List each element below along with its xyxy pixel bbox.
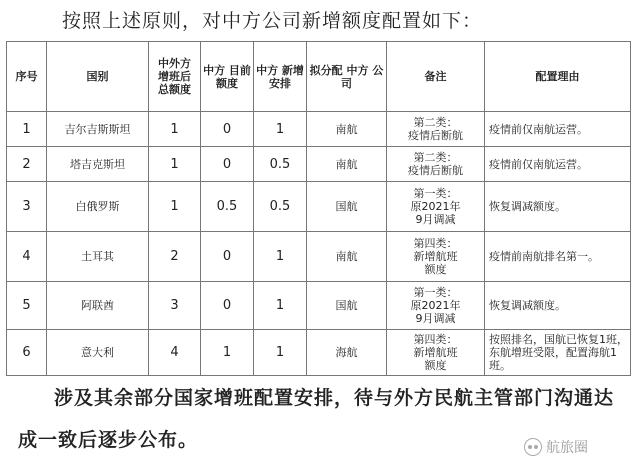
cell-airline: 南航 <box>307 112 387 147</box>
header-cell: 中方 新增 安排 <box>254 42 307 112</box>
cell-added: 1 <box>254 112 307 147</box>
table-row <box>7 282 631 330</box>
cell-note: 第一类： 原2021年 9月调减 <box>387 282 485 330</box>
cell-airline: 南航 <box>307 232 387 282</box>
table-row <box>7 147 631 182</box>
wechat-icon <box>524 438 542 456</box>
cell-note: 第二类： 疫情后断航 <box>387 112 485 147</box>
cell-no: 3 <box>7 182 47 232</box>
cell-no: 6 <box>7 330 47 376</box>
cell-reason: 恢复调减额度。 <box>485 282 631 330</box>
cell-country: 意大利 <box>47 330 149 376</box>
cell-note: 第二类： 疫情后断航 <box>387 147 485 182</box>
cell-total: 1 <box>149 147 201 182</box>
cell-reason: 疫情前仅南航运营。 <box>485 112 631 147</box>
cell-current: 0 <box>201 147 254 182</box>
cell-added: 1 <box>254 232 307 282</box>
cell-country: 吉尔吉斯斯坦 <box>47 112 149 147</box>
cell-no: 2 <box>7 147 47 182</box>
cell-total: 1 <box>149 112 201 147</box>
header-cell: 国别 <box>47 42 149 112</box>
table-header-row <box>7 42 631 112</box>
cell-country: 阿联酋 <box>47 282 149 330</box>
cell-total: 4 <box>149 330 201 376</box>
cell-reason: 疫情前仅南航运营。 <box>485 147 631 182</box>
cell-airline: 海航 <box>307 330 387 376</box>
cell-reason: 疫情前南航排名第一。 <box>485 232 631 282</box>
cell-total: 2 <box>149 232 201 282</box>
cell-country: 塔吉克斯坦 <box>47 147 149 182</box>
cell-current: 0.5 <box>201 182 254 232</box>
cell-no: 5 <box>7 282 47 330</box>
cell-country: 白俄罗斯 <box>47 182 149 232</box>
cell-total: 1 <box>149 182 201 232</box>
cell-added: 1 <box>254 330 307 376</box>
header-cell: 中方 目前 额度 <box>201 42 254 112</box>
cell-airline: 国航 <box>307 182 387 232</box>
closing-paragraph: 涉及其余部分国家增班配置安排，待与外方民航主管部门沟通达成一致后逐步公布。 <box>18 387 615 451</box>
cell-no: 1 <box>7 112 47 147</box>
header-cell: 序号 <box>7 42 47 112</box>
watermark <box>524 437 588 457</box>
cell-added: 1 <box>254 282 307 330</box>
cell-airline: 国航 <box>307 282 387 330</box>
cell-note: 第四类： 新增航班 额度 <box>387 330 485 376</box>
header-cell: 配置理由 <box>485 42 631 112</box>
cell-added: 0.5 <box>254 182 307 232</box>
header-cell: 备注 <box>387 42 485 112</box>
cell-reason: 恢复调减额度。 <box>485 182 631 232</box>
header-cell: 拟分配 中方 公司 <box>307 42 387 112</box>
cell-total: 3 <box>149 282 201 330</box>
cell-current: 1 <box>201 330 254 376</box>
table-row <box>7 232 631 282</box>
cell-airline: 南航 <box>307 147 387 182</box>
allocation-table <box>6 41 631 376</box>
cell-current: 0 <box>201 282 254 330</box>
watermark-text: 航旅圈 <box>546 440 588 456</box>
cell-current: 0 <box>201 112 254 147</box>
table-row <box>7 330 631 376</box>
cell-note: 第一类： 原2021年 9月调减 <box>387 182 485 232</box>
cell-reason: 按照排名，国航已恢复1班，东航增班受限，配置海航1班。 <box>485 330 631 376</box>
cell-current: 0 <box>201 232 254 282</box>
table-row <box>7 182 631 232</box>
table-row <box>7 112 631 147</box>
cell-no: 4 <box>7 232 47 282</box>
header-cell: 中外方 增班后 总额度 <box>149 42 201 112</box>
cell-note: 第四类： 新增航班 额度 <box>387 232 485 282</box>
intro-text: 按照上述原则，对中方公司新增额度配置如下： <box>62 10 483 32</box>
cell-added: 0.5 <box>254 147 307 182</box>
cell-country: 土耳其 <box>47 232 149 282</box>
